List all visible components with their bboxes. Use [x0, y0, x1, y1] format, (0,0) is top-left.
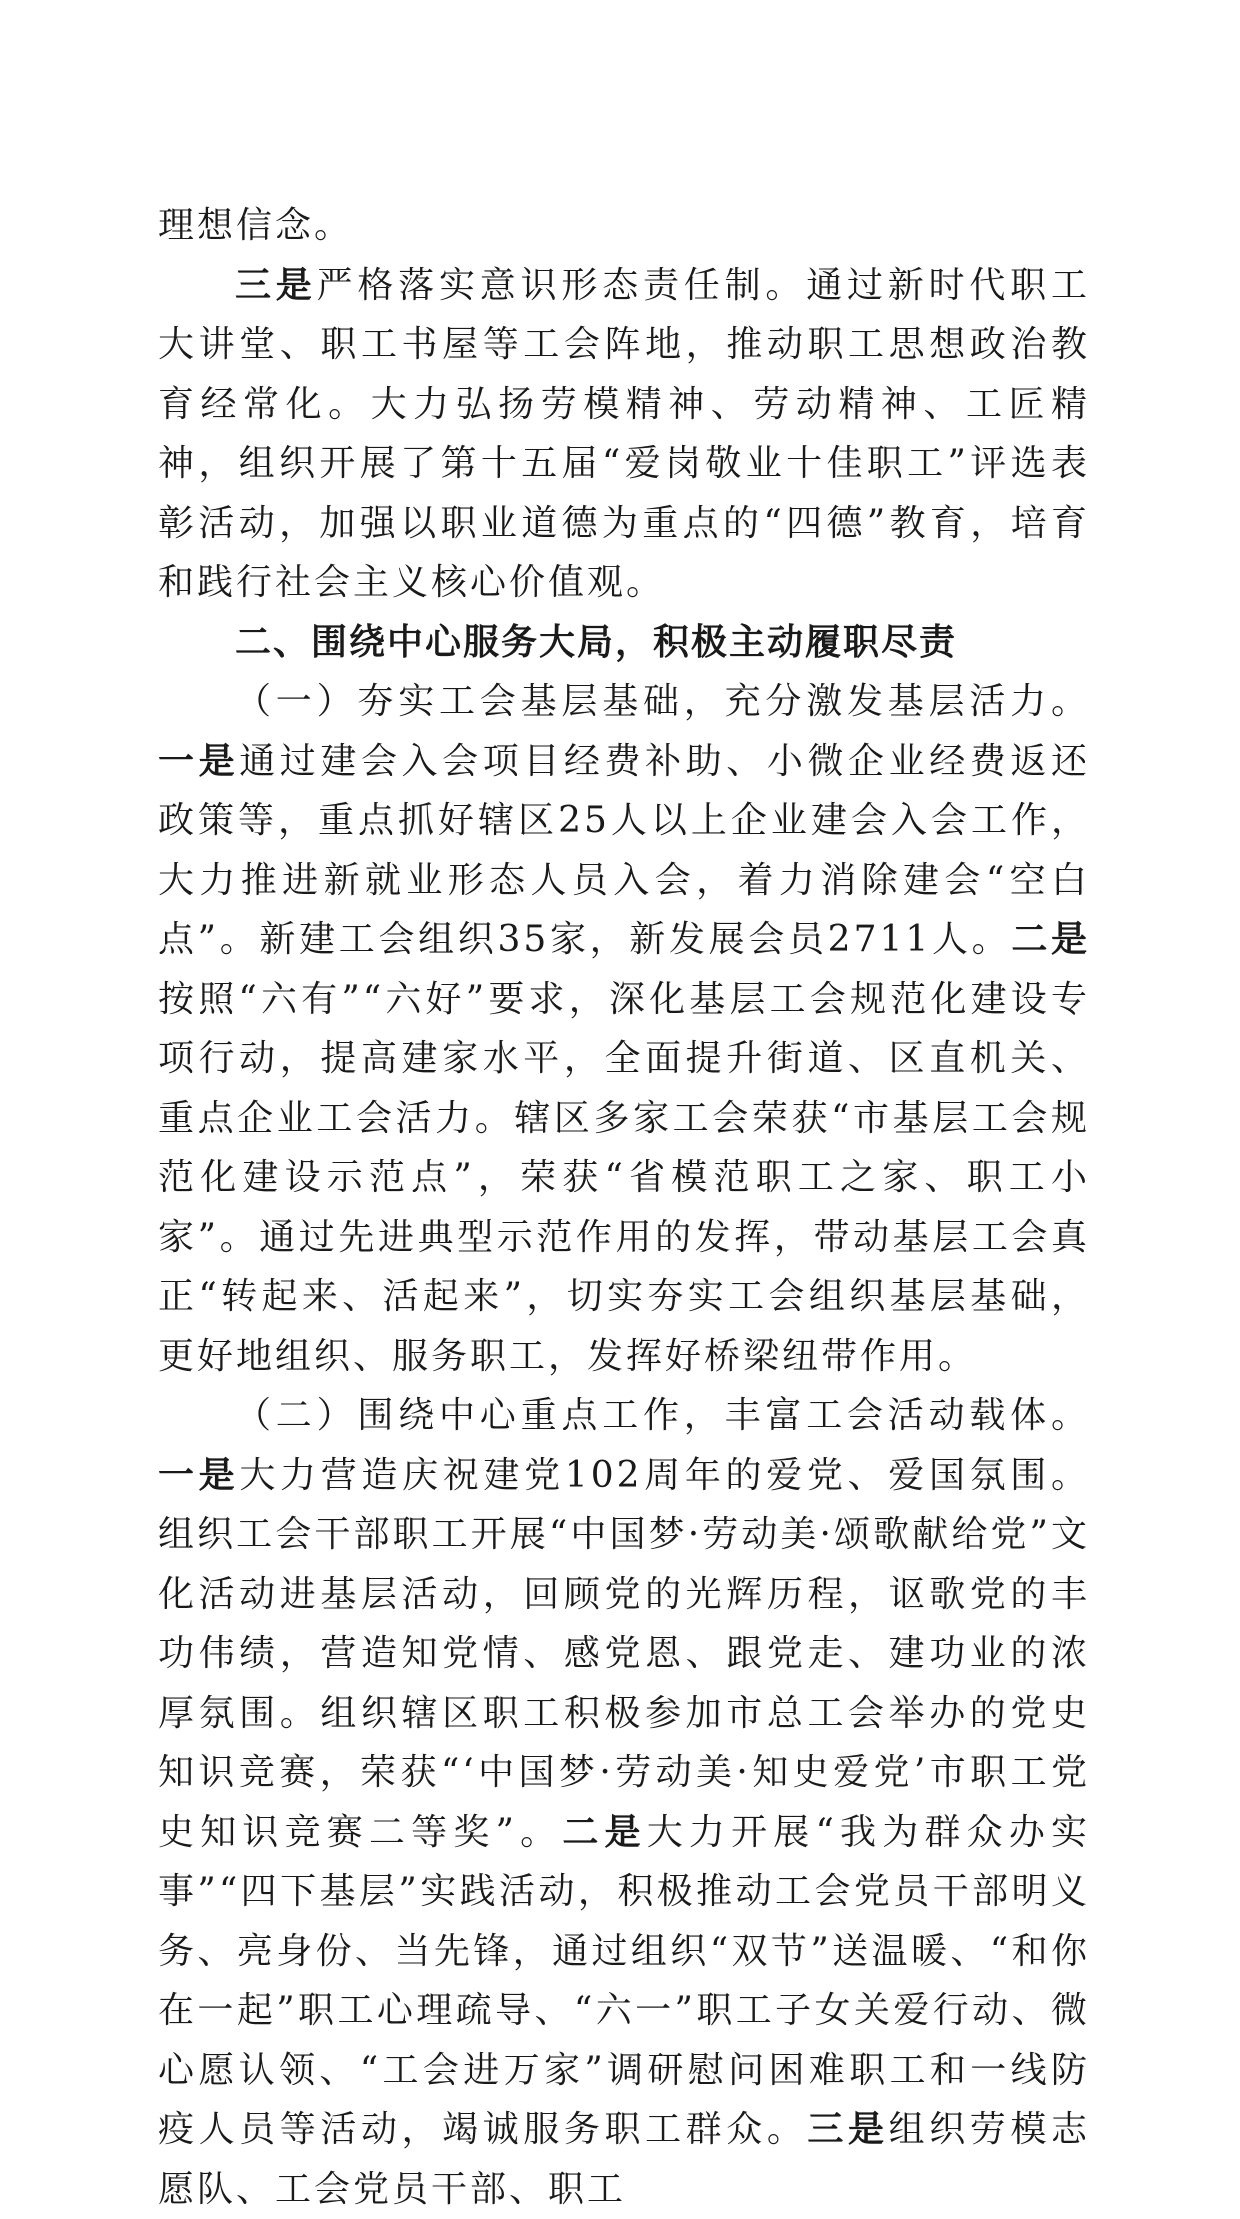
paragraph-text: 按照“六有”“六好”要求，深化基层工会规范化建设专项行动，提高建家水平，全面提升街道、区直机关、重点企业工会活力。辖区多家工会荣获“市基层工会规范化建设示范点”，荣获“省模范职工之家、职工小家”。通过先进典型示范作用的发挥，带动基层工会真正“转起来、活起来”，切实夯实工会组织基层基础，更好地组织、服务职工，发挥好桥梁纽带作用。	[158, 978, 1090, 1377]
paragraph-grassroots	[158, 672, 1090, 1386]
section-heading: 二、围绕中心服务大局，积极主动履职尽责	[235, 620, 958, 663]
paragraph-continuation	[158, 196, 1090, 256]
paragraph-lead: 一是	[158, 739, 240, 782]
paragraph-activities	[158, 1386, 1090, 2219]
subsection-title: （二）围绕中心重点工作，丰富工会活动载体。	[235, 1395, 1090, 1436]
paragraph-lead: 二是	[1011, 918, 1090, 960]
paragraph-text: 大力开展“我为群众办实事”“四下基层”实践活动，积极推动工会党员干部明义务、亮身份、当先锋，通过组织“双节”送温暖、“和你在一起”职工心理疏导、“六一”职工子女关爱行动、微心愿认领、“工会进万家”调研慰问困难职工和一线防疫人员等活动，竭诚服务职工群众。	[158, 1811, 1091, 2150]
paragraph-lead: 三是	[807, 2108, 889, 2150]
paragraph-lead: 三是	[235, 263, 317, 306]
paragraph-lead: 二是	[562, 1810, 647, 1853]
paragraph-text: 大力营造庆祝建党102周年的爱党、爱国氛围。组织工会干部职工开展“中国梦·劳动美·颂歌献给党”文化活动进基层活动，回顾党的光辉历程，讴歌党的丰功伟绩，营造知党情、感党恩、跟党走、建功业的浓厚氛围。组织辖区职工积极参加市总工会举办的党史知识竞赛，荣获“‘中国梦·劳动美·知史爱党’市职工党史知识竞赛二等奖”。	[158, 1454, 1090, 1853]
paragraph-text: 严格落实意识形态责任制。通过新时代职工大讲堂、职工书屋等工会阵地，推动职工思想政治教育经常化。大力弘扬劳模精神、劳动精神、工匠精神，组织开展了第十五届“爱岗敬业十佳职工”评选表彰活动，加强以职业道德为重点的“四德”教育，培育和践行社会主义核心价值观。	[158, 264, 1090, 603]
paragraph-text: 理想信念。	[158, 205, 354, 246]
paragraph-text: 通过建会入会项目经费补助、小微企业经费返还政策等，重点抓好辖区25人以上企业建会入会工作，大力推进新就业形态人员入会，着力消除建会“空白点”。新建工会组织35家，新发展会员2711人。	[158, 740, 1090, 960]
paragraph-text: 组织劳模志愿队、工会党员干部、职工	[158, 2109, 1090, 2210]
subsection-title: （一）夯实工会基层基础，充分激发基层活力。	[235, 681, 1090, 722]
paragraph-ideology-responsibility	[158, 256, 1090, 613]
paragraph-lead: 一是	[158, 1453, 240, 1496]
